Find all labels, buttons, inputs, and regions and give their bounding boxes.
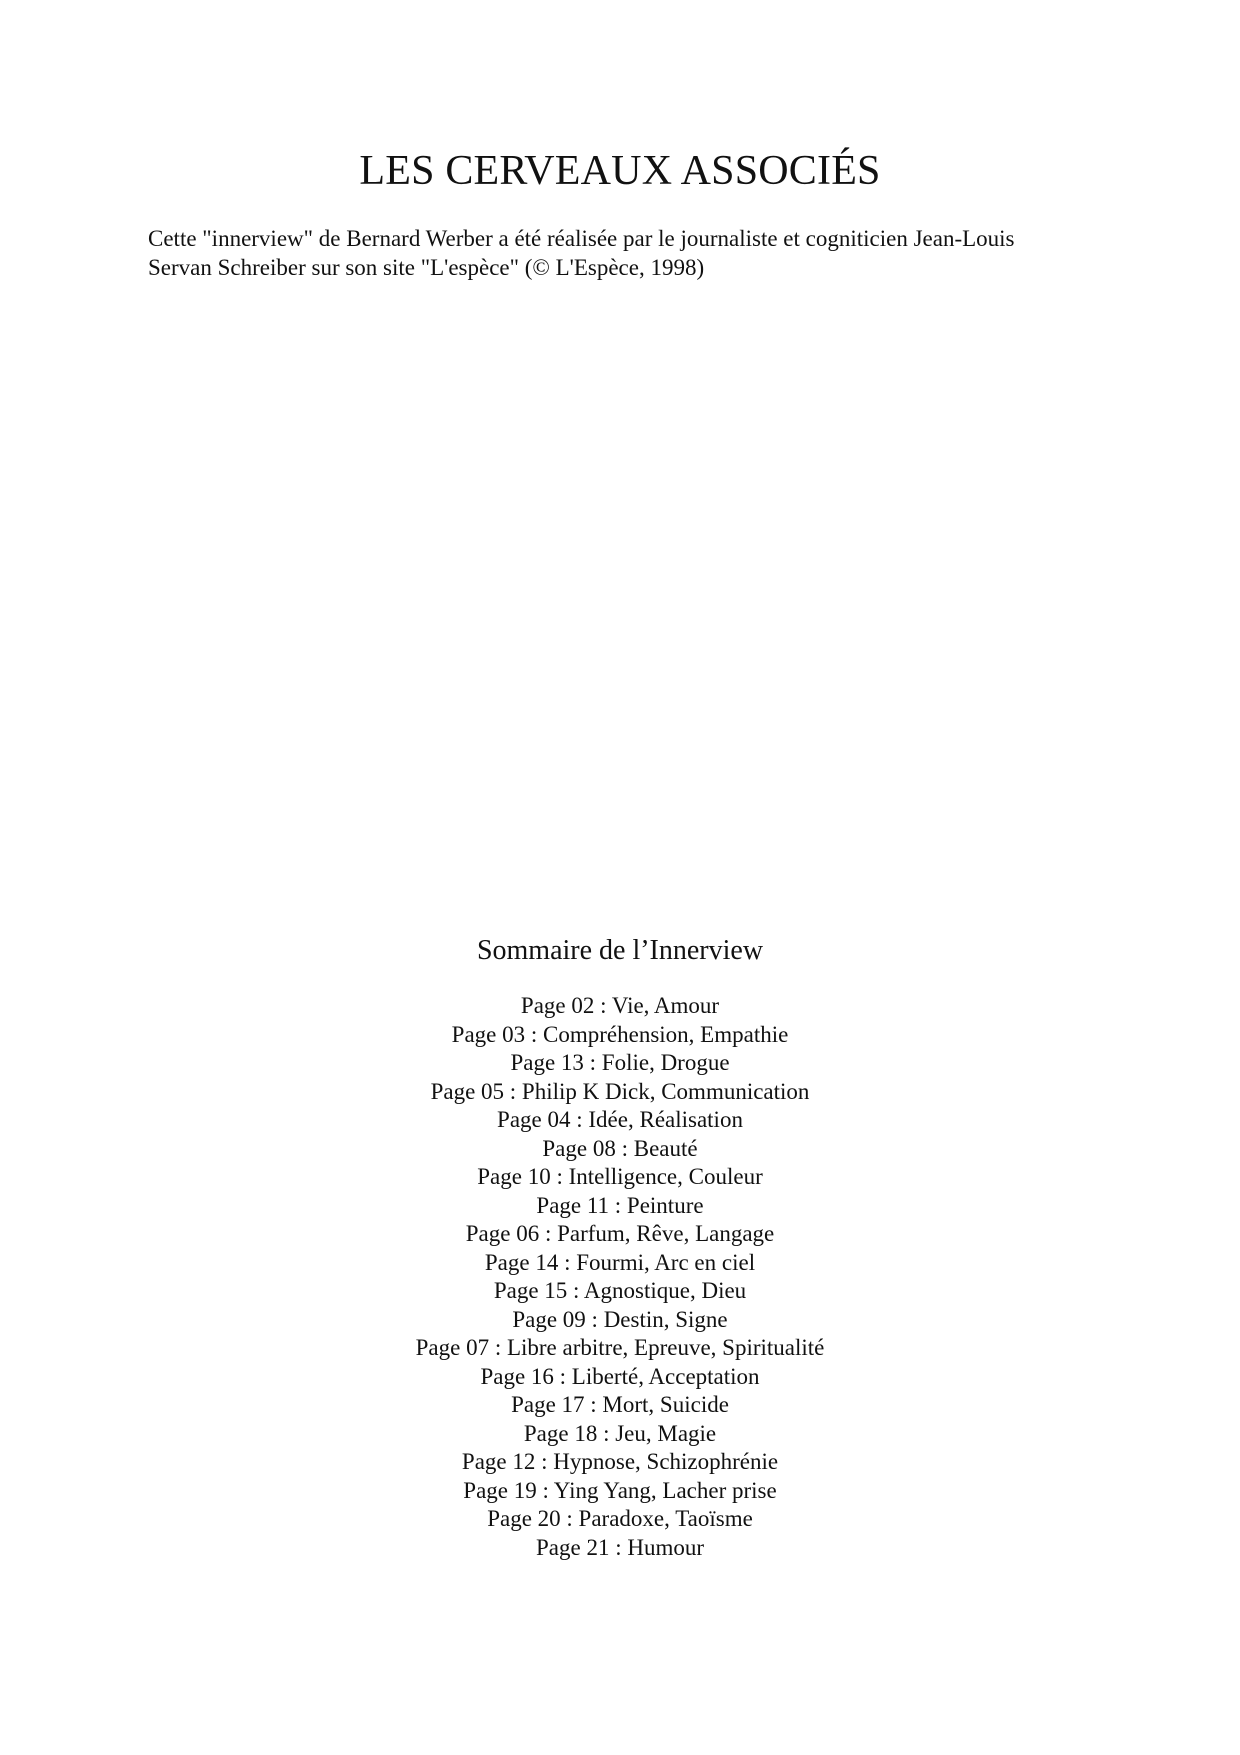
toc-item: Page 14 : Fourmi, Arc en ciel <box>484 1249 756 1275</box>
toc-item: Page 09 : Destin, Signe <box>512 1306 728 1332</box>
document-title: LES CERVEAUX ASSOCIÉS <box>359 148 881 194</box>
intro-paragraph <box>148 224 1108 282</box>
toc-item: Page 20 : Paradoxe, Taoïsme <box>487 1506 753 1531</box>
toc-item: Page 02 : Vie, Amour <box>520 993 720 1018</box>
toc-item: Page 13 : Folie, Drogue <box>510 1050 730 1075</box>
toc-item: Page 19 : Ying Yang, Lacher prise <box>463 1477 777 1503</box>
table-of-contents <box>0 933 1240 1562</box>
toc-heading: Sommaire de l’Innerview <box>476 935 764 966</box>
toc-item: Page 15 : Agnostique, Dieu <box>493 1278 747 1303</box>
toc-item: Page 12 : Hypnose, Schizophrénie <box>461 1449 779 1474</box>
toc-item: Page 11 : Peinture <box>536 1192 704 1218</box>
toc-item: Page 03 : Compréhension, Empathie <box>451 1021 789 1047</box>
toc-item: Page 18 : Jeu, Magie <box>523 1420 717 1446</box>
toc-item: Page 05 : Philip K Dick, Communication <box>430 1078 810 1104</box>
toc-item: Page 08 : Beauté <box>542 1135 698 1161</box>
toc-item: Page 17 : Mort, Suicide <box>511 1392 729 1417</box>
toc-item: Page 10 : Intelligence, Couleur <box>477 1164 763 1189</box>
intro-line: Cette "innerview" de Bernard Werber a été réalisée par le journaliste et cogniticien Jean-Louis <box>148 226 1015 251</box>
intro-line: Servan Schreiber sur son site "L'espèce" (© L'Espèce, 1998) <box>148 255 705 280</box>
toc-item: Page 04 : Idée, Réalisation <box>497 1107 743 1132</box>
toc-item: Page 16 : Liberté, Acceptation <box>480 1363 760 1389</box>
toc-list <box>0 992 1240 1562</box>
toc-item: Page 07 : Libre arbitre, Epreuve, Spiritualité <box>415 1335 825 1360</box>
toc-item: Page 06 : Parfum, Rêve, Langage <box>465 1221 775 1246</box>
toc-item: Page 21 : Humour <box>535 1534 704 1560</box>
